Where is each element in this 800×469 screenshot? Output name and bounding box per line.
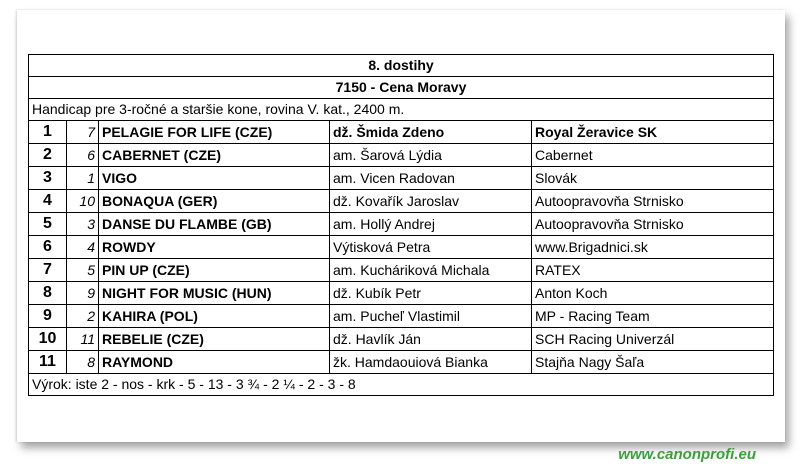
jockey-name: am. Pucheľ Vlastimil: [330, 305, 532, 328]
finish-position: 2: [29, 144, 67, 167]
finish-position: 4: [29, 190, 67, 213]
finish-position: 8: [29, 282, 67, 305]
start-number: 3: [67, 213, 99, 236]
start-number: 8: [67, 351, 99, 374]
table-row: [29, 259, 774, 282]
horse-name: KAHIRA (POL): [99, 305, 330, 328]
table-row: [29, 167, 774, 190]
race-conditions: Handicap pre 3-ročné a staršie kone, rovina V. kat., 2400 m.: [29, 99, 774, 121]
horse-name: CABERNET (CZE): [99, 144, 330, 167]
table-row: [29, 236, 774, 259]
horse-name: VIGO: [99, 167, 330, 190]
table-row: [29, 328, 774, 351]
horse-name: PIN UP (CZE): [99, 259, 330, 282]
owner-name: Autoopravovňa Strnisko: [532, 213, 774, 236]
table-row: [29, 144, 774, 167]
finish-position: 9: [29, 305, 67, 328]
start-number: 7: [67, 121, 99, 144]
race-subtitle: 7150 - Cena Moravy: [29, 77, 774, 99]
table-row: [29, 213, 774, 236]
jockey-name: dž. Kovařík Jaroslav: [330, 190, 532, 213]
race-results-table: [28, 54, 774, 396]
horse-name: BONAQUA (GER): [99, 190, 330, 213]
horse-name: PELAGIE FOR LIFE (CZE): [99, 121, 330, 144]
jockey-name: am. Šarová Lýdia: [330, 144, 532, 167]
start-number: 6: [67, 144, 99, 167]
finish-position: 11: [29, 351, 67, 374]
horse-name: NIGHT FOR MUSIC (HUN): [99, 282, 330, 305]
start-number: 1: [67, 167, 99, 190]
table-row: [29, 351, 774, 374]
table-row: [29, 282, 774, 305]
table-row: [29, 305, 774, 328]
owner-name: Royal Žeravice SK: [532, 121, 774, 144]
finish-position: 7: [29, 259, 67, 282]
jockey-name: dž. Kubík Petr: [330, 282, 532, 305]
jockey-name: am. Kucháriková Michala: [330, 259, 532, 282]
finish-position: 6: [29, 236, 67, 259]
start-number: 10: [67, 190, 99, 213]
start-number: 11: [67, 328, 99, 351]
jockey-name: žk. Hamdaouiová Bianka: [330, 351, 532, 374]
owner-name: www.Brigadnici.sk: [532, 236, 774, 259]
table-row: [29, 190, 774, 213]
start-number: 4: [67, 236, 99, 259]
jockey-name: Výtisková Petra: [330, 236, 532, 259]
finish-position: 3: [29, 167, 67, 190]
jockey-name: dž. Havlík Ján: [330, 328, 532, 351]
owner-name: Stajňa Nagy Šaľa: [532, 351, 774, 374]
horse-name: DANSE DU FLAMBE (GB): [99, 213, 330, 236]
owner-name: Slovák: [532, 167, 774, 190]
owner-name: Cabernet: [532, 144, 774, 167]
margins-row: [29, 374, 774, 396]
race-margins: Výrok: iste 2 - nos - krk - 5 - 13 - 3 ¾ - 2 ¼ - 2 - 3 - 8: [29, 374, 774, 396]
jockey-name: dž. Šmida Zdeno: [330, 121, 532, 144]
finish-position: 1: [29, 121, 67, 144]
race-title-row: [29, 55, 774, 77]
start-number: 5: [67, 259, 99, 282]
finish-position: 5: [29, 213, 67, 236]
race-title: 8. dostihy: [29, 55, 774, 77]
horse-name: ROWDY: [99, 236, 330, 259]
watermark: www.canonprofi.eu: [618, 446, 756, 463]
race-subtitle-row: [29, 77, 774, 99]
start-number: 2: [67, 305, 99, 328]
finish-position: 10: [29, 328, 67, 351]
race-conditions-row: [29, 99, 774, 121]
owner-name: Autoopravovňa Strnisko: [532, 190, 774, 213]
horse-name: RAYMOND: [99, 351, 330, 374]
owner-name: RATEX: [532, 259, 774, 282]
table-row: [29, 121, 774, 144]
results-card: [17, 10, 785, 442]
owner-name: MP - Racing Team: [532, 305, 774, 328]
start-number: 9: [67, 282, 99, 305]
owner-name: Anton Koch: [532, 282, 774, 305]
horse-name: REBELIE (CZE): [99, 328, 330, 351]
owner-name: SCH Racing Univerzál: [532, 328, 774, 351]
jockey-name: am. Vicen Radovan: [330, 167, 532, 190]
jockey-name: am. Hollý Andrej: [330, 213, 532, 236]
